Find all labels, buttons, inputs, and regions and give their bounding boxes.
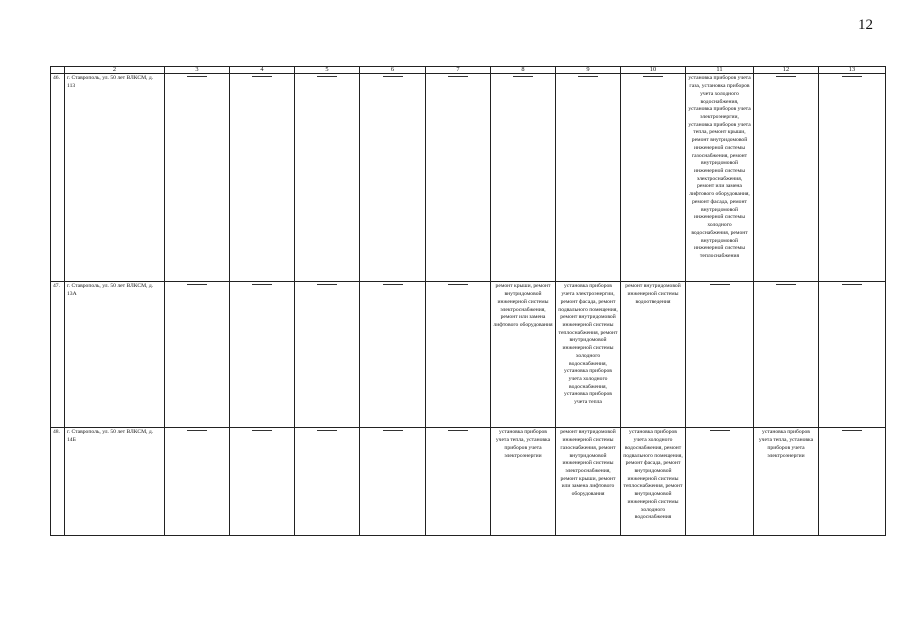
empty-cell bbox=[230, 74, 295, 282]
dash-mark bbox=[252, 76, 272, 77]
row-number: 48. bbox=[51, 428, 65, 536]
empty-cell bbox=[754, 282, 819, 428]
header-cell: 11 bbox=[686, 67, 754, 74]
work-cell: установка приборов учета электроэнергии, ремонт фасада, ремонт подвального помещения, ремонт внутридомовой инженерной системы теплоснабжения, ремонт внутридомовой инженерной системы холодного водоснабжения, установка приборов учета холодного водоснабжения, установка приборов учета тепла bbox=[556, 282, 621, 428]
empty-cell bbox=[230, 282, 295, 428]
empty-cell bbox=[686, 282, 754, 428]
empty-cell bbox=[295, 74, 360, 282]
dash-mark bbox=[710, 430, 730, 431]
header-cell: 5 bbox=[295, 67, 360, 74]
empty-cell bbox=[165, 282, 230, 428]
empty-cell bbox=[165, 428, 230, 536]
header-cell: 2 bbox=[65, 67, 165, 74]
empty-cell bbox=[295, 428, 360, 536]
empty-cell bbox=[295, 282, 360, 428]
dash-mark bbox=[317, 284, 337, 285]
empty-cell bbox=[165, 74, 230, 282]
dash-mark bbox=[710, 284, 730, 285]
dash-mark bbox=[383, 284, 403, 285]
empty-cell bbox=[819, 282, 886, 428]
dash-mark bbox=[842, 284, 862, 285]
dash-mark bbox=[317, 76, 337, 77]
header-cell: 6 bbox=[360, 67, 426, 74]
table-row bbox=[51, 282, 886, 428]
empty-cell bbox=[426, 74, 491, 282]
work-cell: ремонт крыши, ремонт внутридомовой инженерной системы электроснабжения, ремонт или замена лифтового оборудования bbox=[491, 282, 556, 428]
empty-cell bbox=[426, 428, 491, 536]
empty-cell bbox=[360, 428, 426, 536]
header-cell: 12 bbox=[754, 67, 819, 74]
dash-mark bbox=[448, 284, 468, 285]
header-cell bbox=[51, 67, 65, 74]
dash-mark bbox=[578, 76, 598, 77]
header-row bbox=[51, 67, 886, 74]
dash-mark bbox=[776, 284, 796, 285]
empty-cell bbox=[819, 428, 886, 536]
empty-cell bbox=[360, 282, 426, 428]
work-cell: установка приборов учета холодного водоснабжения, ремонт подвального помещения, ремонт фасада, ремонт внутридомовой инженерной системы теплоснабжения, ремонт внутридомовой инженерной системы холодного водоснабжения bbox=[621, 428, 686, 536]
dash-mark bbox=[842, 430, 862, 431]
header-cell: 9 bbox=[556, 67, 621, 74]
work-cell: ремонт внутридомовой инженерной системы водоотведения bbox=[621, 282, 686, 428]
header-cell: 13 bbox=[819, 67, 886, 74]
empty-cell bbox=[360, 74, 426, 282]
empty-cell bbox=[686, 428, 754, 536]
empty-cell bbox=[819, 74, 886, 282]
dash-mark bbox=[776, 76, 796, 77]
dash-mark bbox=[317, 430, 337, 431]
dash-mark bbox=[383, 76, 403, 77]
dash-mark bbox=[187, 76, 207, 77]
empty-cell bbox=[230, 428, 295, 536]
work-cell: установка приборов учета тепла, установка приборов учета электроэнергии bbox=[754, 428, 819, 536]
table-row bbox=[51, 428, 886, 536]
page-number: 12 bbox=[858, 17, 873, 33]
work-cell: установка приборов учета газа, установка приборов учета холодного водоснабжения, установка приборов учета электроэнергии, установка приборов учета тепла, ремонт крыши, ремонт внутридомовой инженерной системы газоснабжения, ремонт внутридомовой инженерной системы электроснабжения, ремонт или замена лифтового оборудования, ремонт фасада, ремонт внутридомовой инженерной системы холодного водоснабжения, ремонт внутридомовой инженерной системы теплоснабжения bbox=[686, 74, 754, 282]
empty-cell bbox=[621, 74, 686, 282]
address-cell: г. Ставрополь, ул. 50 лет ВЛКСМ, д. 113 bbox=[65, 74, 165, 282]
header-cell: 7 bbox=[426, 67, 491, 74]
empty-cell bbox=[556, 74, 621, 282]
dash-mark bbox=[643, 76, 663, 77]
table-row bbox=[51, 74, 886, 282]
dash-mark bbox=[513, 76, 533, 77]
empty-cell bbox=[491, 74, 556, 282]
work-cell: ремонт внутридомовой инженерной системы газоснабжения, ремонт внутридомовой инженерной системы электроснабжения, ремонт крыши, ремонт или замена лифтового оборудования bbox=[556, 428, 621, 536]
work-cell: установка приборов учета тепла, установка приборов учета электроэнергии bbox=[491, 428, 556, 536]
header-cell: 8 bbox=[491, 67, 556, 74]
dash-mark bbox=[448, 430, 468, 431]
dash-mark bbox=[842, 76, 862, 77]
repair-schedule-table bbox=[50, 66, 886, 536]
dash-mark bbox=[383, 430, 403, 431]
address-cell: г. Ставрополь, ул. 50 лет ВЛКСМ, д. 13А bbox=[65, 282, 165, 428]
dash-mark bbox=[187, 430, 207, 431]
header-cell: 4 bbox=[230, 67, 295, 74]
empty-cell bbox=[426, 282, 491, 428]
dash-mark bbox=[187, 284, 207, 285]
header-cell: 10 bbox=[621, 67, 686, 74]
row-number: 46. bbox=[51, 74, 65, 282]
empty-cell bbox=[754, 74, 819, 282]
dash-mark bbox=[252, 430, 272, 431]
address-cell: г. Ставрополь, ул. 50 лет ВЛКСМ, д. 14Б bbox=[65, 428, 165, 536]
dash-mark bbox=[252, 284, 272, 285]
header-cell: 3 bbox=[165, 67, 230, 74]
dash-mark bbox=[448, 76, 468, 77]
row-number: 47. bbox=[51, 282, 65, 428]
